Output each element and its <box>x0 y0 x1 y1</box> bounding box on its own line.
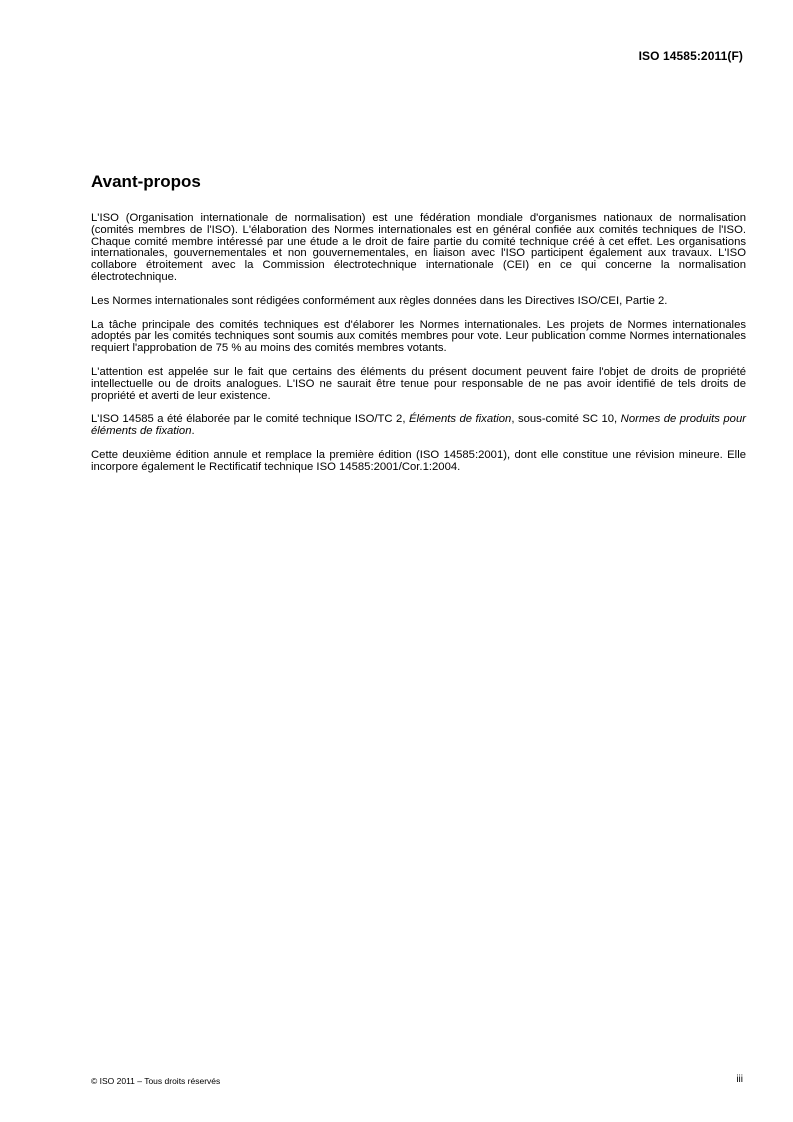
document-id: ISO 14585:2011(F) <box>638 49 743 63</box>
paragraph-technical-committees: La tâche principale des comités techniques est d'élaborer les Normes internationales. Les projets de Normes internationales adoptés par les comités techniques sont soumis aux comités membres pour vote. Leur publication comme Normes internationales requiert l'approbation de 75 % au moins des comités membres votants. <box>91 318 746 355</box>
committee-name: Éléments de fixation <box>408 413 512 426</box>
paragraph-iso-organisation: L'ISO (Organisation internationale de normalisation) est une fédération mondiale d'organismes nationaux de normalisation (comités membres de l'ISO). L'élaboration des Normes internationales est en général confiée aux comités techniques de l'ISO. Chaque comité membre intéressé par une étude a le droit de faire partie du comité technique créé à cet effet. Les organisations internationales, gouvernementales et non gouvernementales, en liaison avec l'ISO participent également aux travaux. L'ISO collabore étroitement avec la Commission électrotechnique internationale (CEI) en ce qui concerne la normalisation électrotechnique. <box>91 212 746 283</box>
prepared-by-text-2: , sous-comité SC 10, <box>511 413 621 426</box>
prepared-by-text-1: L'ISO 14585 a été élaborée par le comité technique ISO/TC 2, <box>91 413 409 426</box>
paragraph-edition: Cette deuxième édition annule et remplace la première édition (ISO 14585:2001), dont elle constitue une révision mineure. Elle incorpore également le Rectificatif technique ISO 14585:2001/Cor.1:2004. <box>91 448 746 473</box>
footer-copyright: © ISO 2011 – Tous droits réservés <box>91 1076 221 1086</box>
page-title: Avant-propos <box>91 172 201 191</box>
foreword-section <box>91 172 746 486</box>
paragraph-patent-rights: L'attention est appelée sur le fait que certains des éléments du présent document peuvent faire l'objet de droits de propriété intellectuelle ou de droits analogues. L'ISO ne saurait être tenue pour responsable de ne pas avoir identifié de tels droits de propriété et averti de leur existence. <box>91 365 746 402</box>
page-number: iii <box>736 1074 743 1085</box>
paragraph-directives: Les Normes internationales sont rédigées conformément aux règles données dans les Directives ISO/CEI, Partie 2. <box>91 294 668 307</box>
prepared-by-text-3: . <box>191 425 195 438</box>
subcommittee-name: Normes de produits pour éléments de fixation <box>91 413 746 438</box>
paragraph-prepared-by <box>91 414 746 438</box>
